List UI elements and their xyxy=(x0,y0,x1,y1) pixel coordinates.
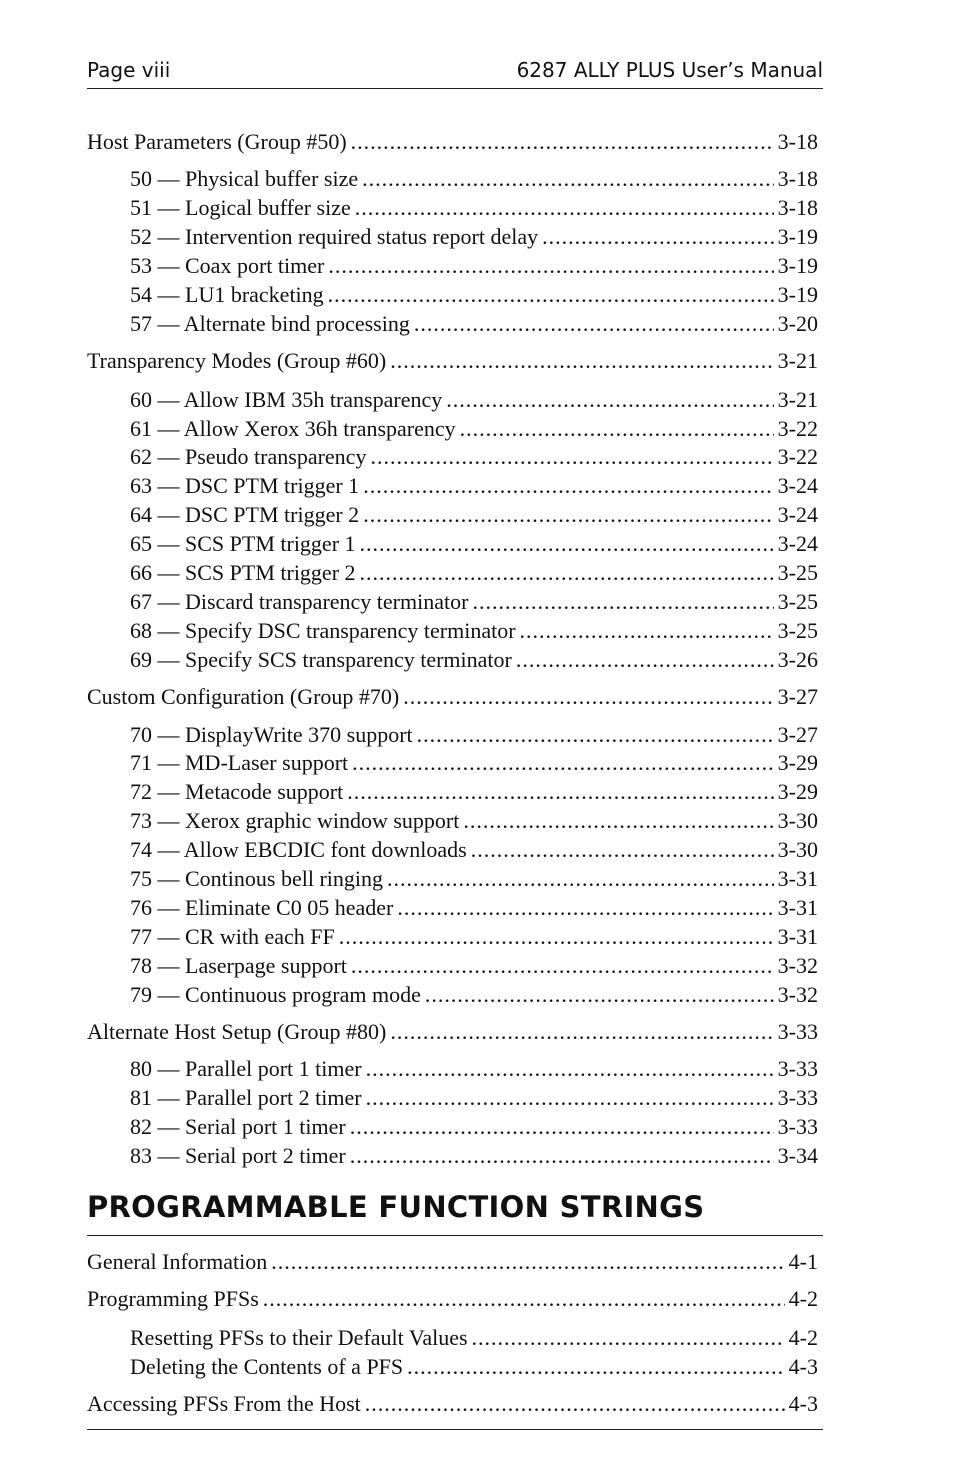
toc-subentry[interactable] xyxy=(130,1055,818,1083)
leader-dots xyxy=(263,1285,785,1313)
toc-entry-title: 54 — LU1 bracketing xyxy=(130,282,324,307)
leader-dots xyxy=(520,617,774,645)
toc-subentry[interactable] xyxy=(130,807,818,835)
leader-dots xyxy=(271,1248,784,1276)
page-number: Page viii xyxy=(87,58,171,82)
toc-entry-page: 4-3 xyxy=(788,1391,818,1416)
toc-subentry[interactable] xyxy=(130,894,818,922)
leader-dots xyxy=(355,194,774,222)
toc-entry-title: 64 — DSC PTM trigger 2 xyxy=(130,502,360,527)
toc-entry-page: 3-19 xyxy=(777,253,818,278)
leader-dots xyxy=(363,472,773,500)
toc-entry-page: 3-27 xyxy=(777,722,818,747)
toc-entry-title: Accessing PFSs From the Host xyxy=(87,1391,361,1416)
toc-entry-title: 66 — SCS PTM trigger 2 xyxy=(130,560,356,585)
toc-subentry[interactable] xyxy=(130,721,818,749)
bottom-divider xyxy=(87,1429,823,1430)
leader-dots xyxy=(516,646,774,674)
toc-entry-page: 3-29 xyxy=(777,779,818,804)
leader-dots xyxy=(417,721,774,749)
toc-entry-page: 3-24 xyxy=(777,502,818,527)
toc-entry-title: 82 — Serial port 1 timer xyxy=(130,1114,346,1139)
leader-dots xyxy=(360,559,774,587)
toc-subentry[interactable] xyxy=(130,952,818,980)
toc-entry-page: 3-18 xyxy=(777,166,818,191)
leader-dots xyxy=(463,807,773,835)
toc-entry-page: 3-19 xyxy=(777,282,818,307)
leader-dots xyxy=(366,1055,774,1083)
leader-dots xyxy=(403,683,773,711)
leader-dots xyxy=(339,923,774,951)
toc-subentry[interactable] xyxy=(130,310,818,338)
leader-dots xyxy=(414,310,774,338)
toc-entry-page: 3-24 xyxy=(777,473,818,498)
toc-entry-title: 61 — Allow Xerox 36h transparency xyxy=(130,416,456,441)
toc-entry-group-50[interactable] xyxy=(87,128,818,156)
toc-entry-title: 52 — Intervention required status report delay xyxy=(130,224,539,249)
toc-entry-title: Resetting PFSs to their Default Values xyxy=(130,1325,468,1350)
leader-dots xyxy=(472,588,773,616)
toc-entry-page: 4-2 xyxy=(788,1325,818,1350)
toc-entry-title: 53 — Coax port timer xyxy=(130,253,325,278)
toc-entry-page: 3-25 xyxy=(777,618,818,643)
leader-dots xyxy=(407,1353,785,1381)
toc-entry-title: 80 — Parallel port 1 timer xyxy=(130,1056,362,1081)
leader-dots xyxy=(352,749,774,777)
toc-entry-page: 3-31 xyxy=(777,924,818,949)
toc-entry-general-information[interactable] xyxy=(87,1248,818,1276)
toc-entry-page: 3-34 xyxy=(777,1143,818,1168)
toc-entry-title: 62 — Pseudo transparency xyxy=(130,444,367,469)
toc-entry-title: 69 — Specify SCS transparency terminator xyxy=(130,647,512,672)
toc-subentry[interactable] xyxy=(130,1113,818,1141)
toc-entry-page: 3-31 xyxy=(777,895,818,920)
leader-dots xyxy=(351,952,774,980)
toc-entry-title: 67 — Discard transparency terminator xyxy=(130,589,469,614)
toc-subentry[interactable] xyxy=(130,1353,818,1381)
toc-entry-title: 77 — CR with each FF xyxy=(130,924,335,949)
leader-dots xyxy=(390,347,773,375)
toc-subentry[interactable] xyxy=(130,617,818,645)
leader-dots xyxy=(363,501,773,529)
toc-entry-title: Alternate Host Setup (Group #80) xyxy=(87,1019,387,1044)
toc-entry-title: 76 — Eliminate C0 05 header xyxy=(130,895,394,920)
toc-entry-page: 3-26 xyxy=(777,647,818,672)
toc-entry-page: 3-30 xyxy=(777,808,818,833)
leader-dots xyxy=(370,443,773,471)
toc-entry-page: 3-27 xyxy=(777,684,818,709)
toc-entry-accessing-pfss[interactable] xyxy=(87,1390,818,1418)
toc-subentry[interactable] xyxy=(130,223,818,251)
toc-entry-title: Transparency Modes (Group #60) xyxy=(87,348,387,373)
toc-subentry[interactable] xyxy=(130,415,818,443)
toc-entry-title: 79 — Continuous program mode xyxy=(130,982,421,1007)
toc-subentry[interactable] xyxy=(130,865,818,893)
toc-entry-title: 78 — Laserpage support xyxy=(130,953,347,978)
toc-entry-title: 65 — SCS PTM trigger 1 xyxy=(130,531,356,556)
toc-subentry[interactable] xyxy=(130,1324,818,1352)
toc-entry-title: 60 — Allow IBM 35h transparency xyxy=(130,387,443,412)
toc-entry-page: 3-21 xyxy=(777,387,818,412)
toc-entry-page: 4-2 xyxy=(788,1286,818,1311)
toc-subentry[interactable] xyxy=(130,530,818,558)
toc-entry-title: Host Parameters (Group #50) xyxy=(87,129,347,154)
toc-subentry[interactable] xyxy=(130,923,818,951)
toc-subentry[interactable] xyxy=(130,646,818,674)
toc-entry-page: 3-33 xyxy=(777,1056,818,1081)
toc-subentry[interactable] xyxy=(130,252,818,280)
toc-entry-title: 81 — Parallel port 2 timer xyxy=(130,1085,362,1110)
toc-subentry[interactable] xyxy=(130,501,818,529)
leader-dots xyxy=(397,894,773,922)
leader-dots xyxy=(360,530,774,558)
toc-subentry[interactable] xyxy=(130,836,818,864)
leader-dots xyxy=(390,1018,773,1046)
toc-entry-title: Programming PFSs xyxy=(87,1286,259,1311)
toc-subentry[interactable] xyxy=(130,778,818,806)
manual-title: 6287 ALLY PLUS User’s Manual xyxy=(516,58,823,82)
toc-entry-page: 3-22 xyxy=(777,416,818,441)
toc-entry-title: 50 — Physical buffer size xyxy=(130,166,359,191)
leader-dots xyxy=(328,252,773,280)
toc-entry-title: 68 — Specify DSC transparency terminator xyxy=(130,618,516,643)
toc-entry-page: 4-1 xyxy=(788,1249,818,1274)
toc-entry-title: 63 — DSC PTM trigger 1 xyxy=(130,473,360,498)
toc-entry-title: 72 — Metacode support xyxy=(130,779,344,804)
toc-entry-group-70[interactable] xyxy=(87,683,818,711)
leader-dots xyxy=(347,778,773,806)
toc-entry-group-80[interactable] xyxy=(87,1018,818,1046)
leader-dots xyxy=(350,1142,774,1170)
toc-entry-title: Deleting the Contents of a PFS xyxy=(130,1354,404,1379)
leader-dots xyxy=(350,1113,774,1141)
toc-entry-page: 3-29 xyxy=(777,750,818,775)
toc-subentry[interactable] xyxy=(130,981,818,1009)
toc-entry-title: General Information xyxy=(87,1249,268,1274)
toc-entry-page: 3-30 xyxy=(777,837,818,862)
toc-entry-page: 3-25 xyxy=(777,589,818,614)
toc-entry-page: 3-33 xyxy=(777,1114,818,1139)
toc-entry-title: 83 — Serial port 2 timer xyxy=(130,1143,346,1168)
toc-entry-page: 3-32 xyxy=(777,982,818,1007)
leader-dots xyxy=(542,223,774,251)
toc-entry-page: 3-18 xyxy=(777,195,818,220)
toc-subentry[interactable] xyxy=(130,472,818,500)
toc-entry-page: 3-18 xyxy=(777,129,818,154)
section-heading: PROGRAMMABLE FUNCTION STRINGS xyxy=(87,1190,823,1236)
toc-subentry[interactable] xyxy=(130,1142,818,1170)
leader-dots xyxy=(328,281,774,309)
toc-entry-page: 3-33 xyxy=(777,1019,818,1044)
page-header xyxy=(87,58,823,89)
toc-entry-page: 3-33 xyxy=(777,1085,818,1110)
toc-subentry[interactable] xyxy=(130,1084,818,1112)
toc-entry-title: 51 — Logical buffer size xyxy=(130,195,351,220)
toc-entry-page: 3-25 xyxy=(777,560,818,585)
toc-entry-group-60[interactable] xyxy=(87,347,818,375)
toc-subentry[interactable] xyxy=(130,194,818,222)
toc-subentry[interactable] xyxy=(130,281,818,309)
toc-entry-title: 73 — Xerox graphic window support xyxy=(130,808,460,833)
toc-entry-page: 3-31 xyxy=(777,866,818,891)
toc-entry-page: 3-19 xyxy=(777,224,818,249)
toc-entry-page: 3-32 xyxy=(777,953,818,978)
leader-dots xyxy=(351,128,774,156)
leader-dots xyxy=(472,1324,785,1352)
toc-entry-page: 4-3 xyxy=(788,1354,818,1379)
toc-entry-page: 3-22 xyxy=(777,444,818,469)
toc-entry-title: 71 — MD-Laser support xyxy=(130,750,349,775)
toc-entry-title: 70 — DisplayWrite 370 support xyxy=(130,722,413,747)
toc-entry-page: 3-24 xyxy=(777,531,818,556)
toc-entry-page: 3-21 xyxy=(777,348,818,373)
leader-dots xyxy=(471,836,774,864)
leader-dots xyxy=(362,165,774,193)
toc-entry-title: 75 — Continous bell ringing xyxy=(130,866,383,891)
toc-entry-title: Custom Configuration (Group #70) xyxy=(87,684,400,709)
toc-subentry[interactable] xyxy=(130,559,818,587)
leader-dots xyxy=(365,1390,785,1418)
toc-subentry[interactable] xyxy=(130,443,818,471)
toc-entry-page: 3-20 xyxy=(777,311,818,336)
toc-entry-title: 57 — Alternate bind processing xyxy=(130,311,410,336)
toc-subentry[interactable] xyxy=(130,386,818,414)
leader-dots xyxy=(425,981,774,1009)
leader-dots xyxy=(387,865,774,893)
toc-subentry[interactable] xyxy=(130,165,818,193)
toc-subentry[interactable] xyxy=(130,588,818,616)
toc-entry-programming-pfss[interactable] xyxy=(87,1285,818,1313)
leader-dots xyxy=(366,1084,774,1112)
toc-entry-title: 74 — Allow EBCDIC font downloads xyxy=(130,837,467,862)
leader-dots xyxy=(460,415,774,443)
leader-dots xyxy=(446,386,773,414)
toc-subentry[interactable] xyxy=(130,749,818,777)
